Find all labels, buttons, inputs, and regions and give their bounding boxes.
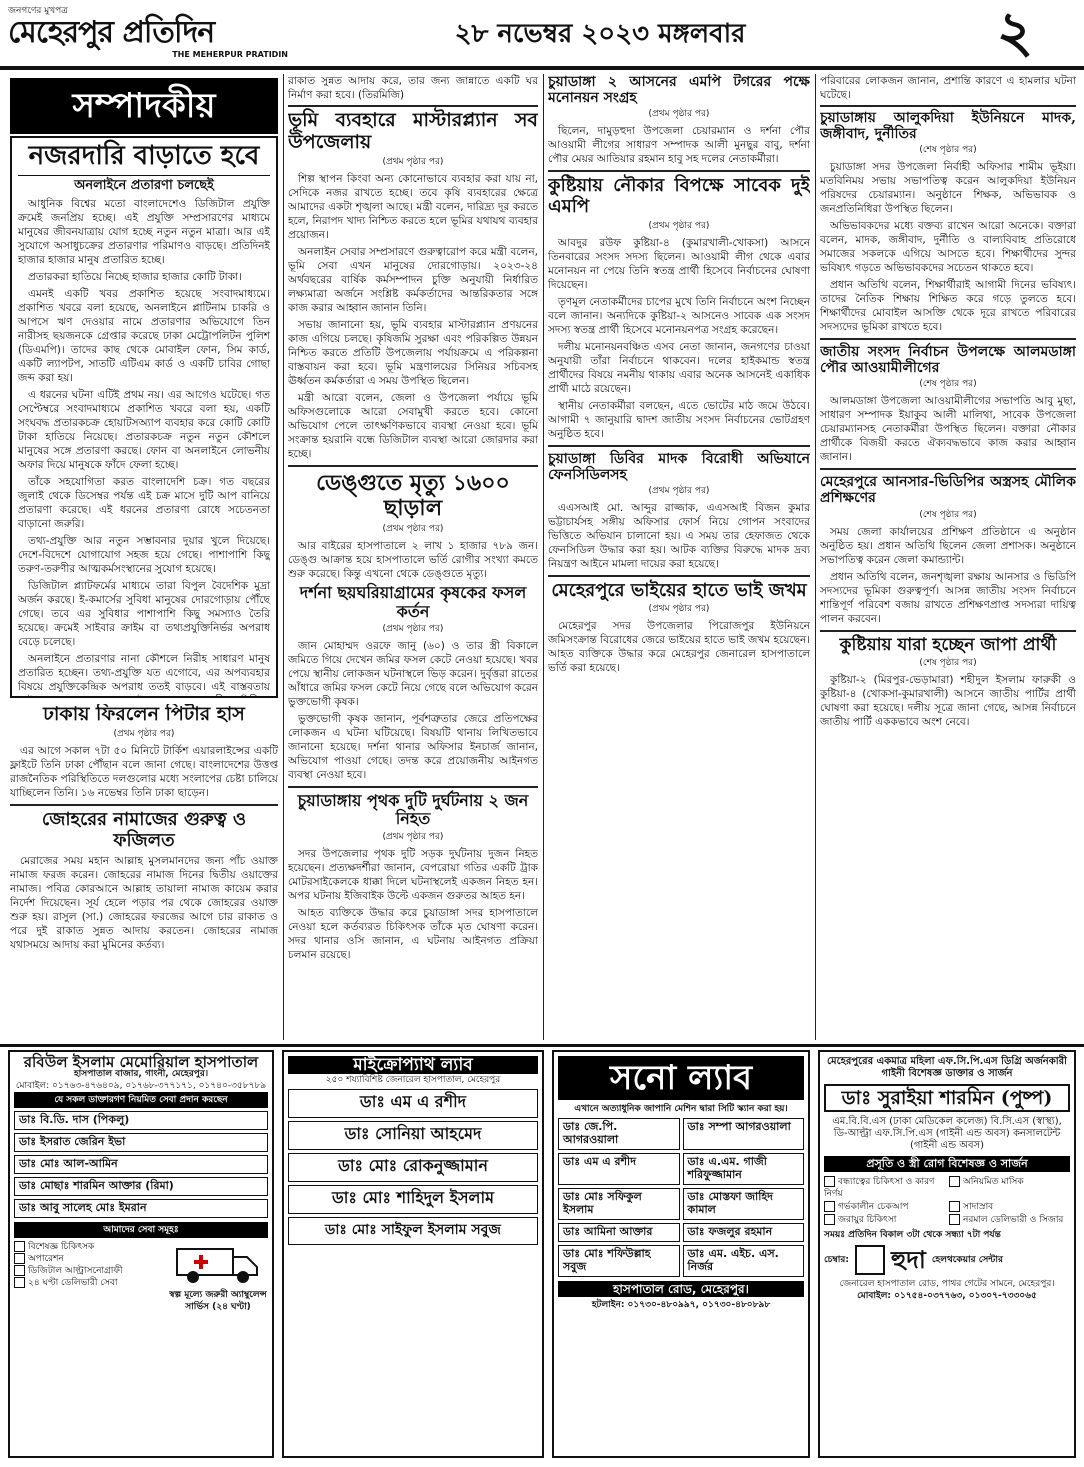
checkbox-icon [949, 1201, 960, 1212]
ad-rabiul-hospital [8, 1050, 274, 1458]
article-body: সভায় জানানো হয়, ভূমি ব্যবহার মাস্টারপ্ল্যান প্রণয়নের কাজ এগিয়ে চলছে। কৃষিজমি সুরক্ষা এবং পরিকল্পিত উন্নয়ন নিশ্চিত করতে প্রতিটি উপজেলায় পর্যায়ক্রমে এ পরিকল্পনা বাস্তবায়ন করা হবে। ভূমি মন্ত্রণালয়ের সিনিয়র সচিবসহ ঊর্ধ্বতন কর্মকর্তারা এ সময় উপস্থিত ছিলেন। [288, 318, 538, 387]
newspaper-name-en: THE MEHERPUR PRATIDIN [172, 50, 288, 59]
article-divider [10, 804, 278, 806]
ad-section-bar: আমাদের সেবা সমূহঃ [14, 1222, 268, 1238]
doctor-name: ডাঃ মোছাঃ শারমিন আক্তার (রিমা) [19, 1179, 174, 1192]
editorial-box [10, 136, 278, 698]
doctor-name: ডাঃ এ.এম. গাজী শরিফুজ্জামান [687, 1155, 767, 1181]
article-body: দলীয় মনোনয়নবঞ্চিত এসব নেতা জানান, জনগণের চাওয়া অনুযায়ী তাঁরা নির্বাচনে থাকবেন। দলের হাইকমান্ড স্বতন্ত্র প্রার্থীদের বিষয়ে নমনীয় থাকায় এবার অনেক আসনেই একাধিক প্রার্থী মাঠে রয়েছেন। [548, 340, 810, 395]
article-body: মন্ত্রী আরো বলেন, জেলা ও উপজেলা পর্যায়ে ভূমি অফিসগুলোকে আরো সেবামুখী করতে হবে। কোনো অভিযোগ পেলে তাৎক্ষণিকভাবে ব্যবস্থা নেওয়া হবে। ভূমি সংক্রান্ত হয়রানি বন্ধে ডিজিটাল ব্যবস্থা আরো জোরদার করা হচ্ছে। [288, 391, 538, 460]
service-item: বিশেষজ্ঞ চিকিৎসক [14, 1241, 168, 1253]
article-headline: জাতীয় সংসদ নির্বাচন উপলক্ষে আলমডাঙ্গা পৌর আওয়ামীলীগের [820, 344, 1076, 377]
doctor-specialty: প্রসূতি ও স্ত্রী রোগ বিশেষজ্ঞ ও সার্জন [824, 1156, 1070, 1172]
issue-date: ২৮ নভেম্বর ২০২৩ মঙ্গলবার [454, 19, 746, 49]
ad-title: সনো ল্যাব [558, 1056, 804, 1100]
continuation-text: পরিবারের লোকজন জানান, প্রশান্তি কারণে এ হামলার ঘটনা ঘটেছে। [820, 75, 1076, 101]
continuation-note: (শেষ পৃষ্ঠার পর) [919, 145, 977, 156]
doctor-name: ডাঃ মোঃ সফিকুল ইসলাম [563, 1190, 642, 1216]
article-body: আলমডাঙ্গা উপজেলা আওয়ামীলীগের সভাপতি আবু মুছা, সাধারণ সম্পাদক ইয়াকুব আলী মালিথা, সাবেক উপজেলা চেয়ারম্যানসহ নেতাকর্মীরা উপস্থিত ছিলেন। বক্তারা নৌকার প্রার্থীকে বিজয়ী করতে ঐক্যবদ্ধভাবে কাজ করার আহ্বান জানান। [820, 395, 1076, 464]
doctor-name: ডাঃ ফজলুর রহমান [687, 1225, 773, 1238]
column-divider [815, 74, 816, 1040]
service-item: নরমাল ডেলিভারী ও সিজার [949, 1214, 1070, 1226]
article-divider [820, 468, 1076, 470]
editorial-paragraph: আধুনিক বিশ্বের মতো বাংলাদেশেও ডিজিটাল প্রযুক্তি ক্রমেই জনপ্রিয় হচ্ছে। এই প্রযুক্তি সম্প্রসারণের মাধ্যমে মানুষের জীবনযাত্রায় যোগ হচ্ছে নতুন নতুন মাত্রা। আর এই সুযোগে অসাধুচক্রের প্রতারণার পরিমাণও বাড়ছে। প্রতিদিনই হাজার হাজার মানুষ প্রতারিত হচ্ছে। [18, 197, 270, 266]
doctor-degrees: এম.বি.বি.এস (ঢাকা মেডিকেল কলেজ) বি.সি.এস (স্বাস্থ্য), ডি-আল্ট্রা এফ.সি.পি.এস (গাইনী এন্ড অবস) কনসালটেন্ট (গাইনী এন্ড অবস) [832, 1116, 1062, 1151]
page-number: ২ [996, 2, 1034, 62]
editorial-paragraph: এমনই একটি খবর প্রকাশিত হয়েছে সংবাদমাধ্যমে। প্রকাশিত খবরে বলা হয়েছে, অনলাইনে প্লাটিনাম চাকরি ও আপসে ঋণ দেওয়ার নামে প্রতারণার অভিযোগে তিন নারীসহ ছয়জনকে গ্রেপ্তার করেছে ঢাকা মেট্রোপলিটন পুলিশ (ডিএমপি)। তাদের কাছ থেকে মোবাইল ফোন, সিম কার্ড, একটি ল্যাপটপ, সাতটি এটিএম কার্ড ও একটি চাবির গোছা জব্দ করা হয়। [18, 287, 270, 384]
ad-section-bar: যে সকল ডাক্তারগণ নিয়মিত সেবা প্রদান করছেন [14, 1092, 268, 1108]
article-body: চুয়াডাঙ্গা সদর উপজেলা নির্বাহী অফিসার শামীম ভূইয়া। মতবিনিময় সভায় সভাপতিত্ব করেন আলুকদিয়া ইউনিয়ন পরিষদের চেয়ারম্যান। অনুষ্ঠানে শিক্ষক, অভিভাবক ও জনপ্রতিনিধিরা উপস্থিত ছিলেন। [820, 161, 1076, 216]
continuation-note: (শেষ পৃষ্ঠার পর) [919, 509, 977, 520]
editorial-paragraph: ডিজিটাল প্ল্যাটফর্মের মাধ্যমে তারা বিপুল বৈদেশিক মুদ্রা অর্জন করছে। ই-কমার্সের সুবিধা মানুষের দোরগোড়ায় পৌঁছে গেছে। তবে এর সুবিধার পাশাপাশি কিছু সমস্যাও তৈরি হয়েছে। ক্রমেই সাইবার ক্রাইম বা তথ্যপ্রযুক্তিনির্ভর অপরাধ বেড়ে চলেছে। [18, 579, 270, 648]
service-item: অনিয়মিত মাসিক [949, 1176, 1070, 1200]
ad-huda-healthcare [818, 1050, 1076, 1458]
service-item: অপারেশন [14, 1253, 168, 1265]
article-divider [548, 575, 810, 577]
article-body: তৃণমূল নেতাকর্মীদের চাপের মুখে তিনি নির্বাচনে অংশ নিচ্ছেন বলে জানান। অন্যদিকে কুষ্টিয়া-২ আসনেও সাবেক এক সংসদ সদস্য স্বতন্ত্র প্রার্থী হিসেবে মনোনয়নপত্র সংগ্রহ করেছেন। [548, 295, 810, 336]
center-subtitle: হেলথকেয়ার সেন্টার [931, 1255, 1003, 1265]
huda-logo-icon [855, 1245, 885, 1275]
service-item: ২৪ ঘণ্টা ডেলিভারী সেবা [14, 1277, 168, 1289]
checkbox-icon [14, 1253, 25, 1264]
article-body: অভিভাবকদের মধ্যে বক্তব্য রাখেন আরো অনেকে। বক্তারা বলেন, মাদক, জঙ্গীবাদ, দুর্নীতি ও বাল্যবিবাহ প্রতিরোধে সমাজের সকলকে এগিয়ে আসতে হবে। শিক্ষার্থীদের সুন্দর ভবিষ্যৎ গড়তে অভিভাবকদের সচেতন থাকতে হবে। [820, 220, 1076, 275]
chamber-time: সময়ঃ প্রতিদিন বিকাল ৩টা থেকে সন্ধ্যা ৭টা পর্যন্ত [824, 1230, 1001, 1240]
checkbox-icon [949, 1176, 960, 1187]
continuation-note: (প্রথম পৃষ্ঠার পর) [113, 728, 175, 739]
newspaper-name: মেহেরপুর প্রতিদিন [8, 15, 215, 50]
checkbox-icon [14, 1241, 25, 1252]
continuation-note: (শেষ পৃষ্ঠার পর) [919, 658, 977, 669]
article-headline: চুয়াডাঙ্গায় পৃথক দুটি দুর্ঘটনায় ২ জন নিহত [297, 791, 529, 829]
article-body: সময় জেলা কার্যালয়ের প্রশিক্ষণ প্রতিষ্ঠানে এ অনুষ্ঠান অনুষ্ঠিত হয়। প্রধান অতিথি ছিলেন জেলা প্রশাসক। অনুষ্ঠানে সভাপতিত্ব করেন জেলা কমান্ড্যান্ট। [820, 525, 1076, 566]
continuation-note: (প্রথম পৃষ্ঠার পর) [648, 220, 710, 231]
continuation-note: (প্রথম পৃষ্ঠার পর) [648, 604, 710, 615]
article-headline: মেহেরপুরে আনসার-ভিডিপির অস্ত্রসহ মৌলিক প্রশিক্ষণের [820, 474, 1076, 507]
column-4 [820, 74, 1076, 1040]
article-body: কুষ্টিয়া-২ (মিরপুর-ভেড়ামারা) শহীদুল ইসলাম ফারুকী ও কুষ্টিয়া-৪ (খোকসা-কুমারখালী) আসনে জাতীয় পার্টির প্রার্থী ঘোষণা করা হয়েছে। দলীয় সূত্রে জানা গেছে, আসন্ন নির্বাচনে জাতীয় পার্টি এককভাবে অংশ নেবে। [820, 674, 1076, 729]
article-headline: মেহেরপুরে ভাইয়ের হাতে ভাই জখম [551, 579, 807, 601]
service-item: বন্ধ্যাত্বের চিকিৎসা ও কারণ নির্ণয় [824, 1177, 935, 1199]
doctor-name: ডাঃ সুরাইয়া শারমিন (পুষ্প) [824, 1084, 1070, 1112]
article-body: এর আগে সকাল ৭টা ৫০ মিনিটে টার্কিশ এয়ারলাইন্সের একটি ফ্লাইটে তিনি ঢাকা পৌঁছান বলে জানা গেছে। বাংলাদেশের উত্তপ্ত রাজনৈতিক পরিস্থিতিতে দলগুলোর মধ্যে সংলাপের চেষ্টা চালিয়ে যাচ্ছিলেন তিনি। ১৬ নভেম্বর তিনি ঢাকা ছাড়েন। [10, 744, 278, 799]
article-body: স্থানীয় নেতাকর্মীরা বলছেন, এতে ভোটের মাঠ জমে উঠবে। আগামী ৭ জানুয়ারি দ্বাদশ জাতীয় সংসদ নির্বাচনের ভোটগ্রহণ অনুষ্ঠিত হবে। [548, 399, 810, 440]
checkbox-icon [14, 1277, 25, 1288]
article-headline: কুষ্টিয়ায় নৌকার বিপক্ষে সাবেক দুই এমপি [548, 175, 810, 217]
article-body: প্রধান অতিথি বলেন, জনশৃঙ্খলা রক্ষায় আনসার ও ভিডিপি সদস্যদের ভূমিকা গুরুত্বপূর্ণ। আসন্ন জাতীয় সংসদ নির্বাচনে শান্তিপূর্ণ পরিবেশ বজায় রাখতে প্রশিক্ষণপ্রাপ্ত সদস্যরা দায়িত্ব পালন করবেন। [820, 570, 1076, 625]
continuation-note: (প্রথম পৃষ্ঠার পর) [382, 831, 444, 842]
continuation-note: (প্রথম পৃষ্ঠার পর) [648, 109, 710, 120]
article-headline: চুয়াডাঙ্গা ডিবির মাদক বিরোধী অভিযানে ফেনসিডিলসহ [548, 450, 810, 483]
editorial-banner: সম্পাদকীয় [10, 78, 278, 134]
article-divider [288, 465, 538, 467]
ads-rule [0, 1044, 1084, 1047]
checkbox-icon [824, 1176, 835, 1187]
article-body: আহত ব্যক্তিকে উদ্ধার করে চুয়াডাঙ্গা সদর হাসপাতালে নেওয়া হলে কর্তব্যরত চিকিৎসক তাঁকে মৃত ঘোষণা করেন। সদর থানার ওসি জানান, এ ঘটনায় আইনগত প্রক্রিয়া চলমান রয়েছে। [288, 906, 538, 961]
editorial-paragraph: তাঁকে সহযোগিতা করত বাংলাদেশি চক্র। গত বছরের জুলাই থেকে ডিসেম্বর পর্যন্ত এই চক্র মাসে দুটি আপ বানিয়ে প্রতারণা করেছে। এই ধরনের প্রতারণা রোধে সচেতনতা বাড়ানো জরুরি। [18, 475, 270, 530]
column-divider [543, 74, 544, 1040]
checkbox-icon [824, 1201, 835, 1212]
doctor-name: ডাঃ সোনিয়া আহমেদ [344, 1124, 482, 1143]
article-body: মেহেরপুর সদর উপজেলার পিরোজপুর ইউনিয়নে জমিসংক্রান্ত বিরোধের জেরে ভাইয়ের হাতে ভাই জখম হয়েছেন। আহত ব্যক্তিকে উদ্ধার করে মেহেরপুর জেনারেল হাসপাতালে ভর্তি করা হয়েছে। [548, 620, 810, 675]
service-item: ডিজিটাল আল্ট্রাসনোগ্রাফী [14, 1265, 168, 1277]
ad-mobile: মোবাইল: ০১৭৫৪-০৩৭৭৬৩, ০১৩০৭-৭৩৩০৬৫ [857, 1291, 1037, 1301]
article-body: মেরাজের সময় মহান আল্লাহ মুসলমানদের জন্য পাঁচ ওয়াক্ত নামাজ ফরজ করেন। জোহরের নামাজ দিনের দ্বিতীয় ওয়াক্তের নামাজ। পবিত্র কোরআনে আল্লাহ তায়ালা নামাজ কায়েম করার নির্দেশ দিয়েছেন। সূর্য হেলে পড়ার পর থেকে জোহরের ওয়াক্ত শুরু হয়। রাসুল (সা.) জোহরের ফরজের আগে চার রাকাত ও পরে দুই রাকাত সুন্নত আদায় করতেন। জোহরের নামাজ যথাসময়ে আদায় করা মুমিনের কর্তব্য। [10, 855, 278, 952]
doctor-name: ডাঃ আবু সালেহ মোঃ ইমরান [19, 1201, 147, 1214]
article-divider [820, 105, 1076, 107]
article-headline: ঢাকায় ফিরলেন পিটার হাস [43, 704, 245, 725]
article-body: ছিলেন, দামুড়হুদা উপজেলা চেয়ারম্যান ও দর্শনা পৌর আওয়ামী লীগের সাধারণ সম্পাদক আলী মুনছুর বাবু, দর্শনা পৌর মেয়র আতিয়ার রহমান হাবু সহ দলের নেতাকর্মীরা। [548, 125, 810, 166]
article-divider [820, 630, 1076, 632]
doctor-name: ডাঃ মোঃ আল-আমিন [19, 1157, 118, 1170]
doctor-name: ডাঃ মোঃ সাইফুল ইসলাম সবুজ [325, 1222, 501, 1238]
article-headline: চুয়াডাঙ্গায় আলুকদিয়া ইউনিয়নে মাদক, জঙ্গীবাদ, দুর্নীতির [820, 110, 1076, 143]
doctor-name: ডাঃ এম. এইচ. এস. নির্জর [687, 1247, 779, 1273]
doctor-name: ডাঃ মোঃ শফিউল্লাহ সবুজ [563, 1247, 651, 1273]
article-divider [288, 105, 538, 107]
article-headline: ডেঙ্গুতে মৃত্যু ১৬০০ ছাড়াল [316, 469, 510, 521]
masthead-rule [0, 66, 1084, 70]
article-body: প্রধান অতিথি বলেন, শিক্ষার্থীরাই আগামী দিনের ভবিষ্যৎ। তাদের নৈতিক শিক্ষায় শিক্ষিত করে গড়ে তুলতে হবে। শিক্ষার্থীদের মোবাইল আসক্তি থেকে দূরে রাখতে পরিবারের সদস্যদের ভূমিকা রাখতে হবে। [820, 279, 1076, 334]
checkbox-icon [14, 1265, 25, 1276]
continuation-note: (প্রথম পৃষ্ঠার পর) [382, 524, 444, 535]
doctor-name: ডাঃ সম্পা আগরওয়ালা [687, 1120, 791, 1133]
continuation-note: (প্রথম পৃষ্ঠার পর) [382, 624, 444, 635]
doctor-name: ডাঃ মোঃ শাহিদুল ইসলাম [332, 1188, 494, 1207]
editorial-paragraph: তথ্য-প্রযুক্তি আর নতুন সম্ভাবনার দুয়ার খুলে দিয়েছে। দেশে-বিদেশে যোগাযোগ সহজ হয়ে গেছে। পাশাপাশি কিছু তরুণ-তরুণীর আত্মকর্মসংস্থানের সুযোগ হয়েছে। [18, 534, 270, 575]
ambulance-service: স্বল্প মূল্যে জরুরী অ্যাম্বুলেন্স সার্ভিস (২৪ ঘণ্টা) [169, 1290, 267, 1312]
masthead-logo [8, 6, 308, 64]
doctor-name: ডাঃ এম এ রশীদ [359, 1092, 467, 1111]
article-headline: ভূমি ব্যবহারে মাস্টারপ্ল্যান সব উপজেলায় [288, 109, 538, 153]
chamber-label: চেম্বার: [824, 1255, 849, 1265]
doctor-name: ডাঃ মোঃ রোকনুজ্জামান [338, 1156, 488, 1175]
article-body: আর বাইরের হাসপাতালে ২ লাখ ১ হাজার ৭৮৯ জন। ডেঙ্গু আক্রান্ত হয়ে হাসপাতালে ভর্তি রোগীর সংখ্যা কমতে শুরু করেছে। কিন্তু এখনো থেকে ডেঙ্গুতে মৃত্যু। [288, 540, 538, 581]
column-3 [548, 74, 810, 1040]
continuation-note: (শেষ পৃষ্ঠার পর) [919, 379, 977, 390]
editorial-paragraph: অনলাইনে প্রতারণার নানা কৌশলে নিরীহ সাধারণ মানুষ প্রতারিত হচ্ছেন। তথ্য-প্রযুক্তি যত এগোবে, এর অপব্যবহার বিষয়ে প্রযুক্তিকেন্দ্রিক অপরাধ ততই বাড়বে। এই বাস্তবতায় [18, 652, 270, 693]
ad-address: হাসপাতাল রোড, মেহেরপুর। [558, 1281, 804, 1297]
masthead-tagline: জনগণের মুখপত্র [8, 6, 68, 16]
ad-tagline: এখানে অত্যাধুনিক জাপানি মেশিন দ্বারা সিটি স্ক্যান করা হয়। [574, 1104, 788, 1114]
doctor-name: ডাঃ এম এ রশীদ [563, 1155, 636, 1168]
doctor-name: ডাঃ আমিনা আক্তার [563, 1225, 653, 1238]
continuation-note: (প্রথম পৃষ্ঠার পর) [648, 485, 710, 496]
checkbox-icon [824, 1214, 835, 1225]
article-body: শিল্প স্থাপন কিংবা অন্য কোনোভাবে ব্যবহার করা যায় না, সেদিকে নজর রাখতে হচ্ছে। তবে কৃষি ব্যবহারের ক্ষেত্রে আমাদের একটা শৃঙ্খলা আছে। মন্ত্রী বলেন, দারিদ্র্য দূর করতে হলে, নিরাপদ খাদ্য নিশ্চিত করতে হলে ভূমির যথাযথ ব্যবহার প্রয়োজন। [288, 172, 538, 241]
doctor-name: ডাঃ জে.পি. আগরওয়ালা [563, 1120, 619, 1146]
editorial-paragraph: প্রতারকরা হাতিয়ে নিচ্ছে হাজার হাজার কোটি টাকা। [28, 270, 242, 283]
center-name: হুদা [890, 1245, 926, 1274]
service-item: গর্ভকালীন চেকআপ [824, 1201, 945, 1213]
column-1-lower [10, 704, 278, 1034]
article-headline: জোহরের নামাজের গুরুত্ব ও ফজিলত [41, 808, 247, 851]
article-divider [548, 170, 810, 172]
editorial-title: নজরদারি বাড়াতে হবে [18, 142, 270, 176]
service-item: সাদাস্রাব [949, 1201, 1070, 1213]
article-body: অনলাইন সেবার সম্প্রসারণে গুরুত্বারোপ করে মন্ত্রী বলেন, ভূমি সেবা এখন মানুষের দোরগোড়ায়। ২০২৩-২৪ অর্থবছরের বার্ষিক কর্মসম্পাদন চুক্তি অনুযায়ী নির্ধারিত লক্ষ্যমাত্রা অর্জনে সংশ্লিষ্ট কর্মকর্তাদের আন্তরিকতার সঙ্গে কাজ করার আহ্বান জানান তিনি। [288, 245, 538, 314]
service-item: জরায়ুর চিকিৎসা [824, 1214, 945, 1226]
article-body: ভুক্তভোগী কৃষক জানান, পূর্বশত্রুতার জেরে প্রতিপক্ষের লোকজন এ ঘটনা ঘটিয়েছে। বিষয়টি থানায় লিখিতভাবে জানানো হয়েছে। দর্শনা থানার অফিসার ইনচার্জ জানান, অভিযোগ পাওয়া গেছে। তদন্ত করে প্রয়োজনীয় আইনগত ব্যবস্থা নেওয়া হবে। [288, 713, 538, 782]
ad-address: জেনারেল হাসপাতাল রোড, পাথর গেটের সামনে, মেহেরপুর। [839, 1279, 1055, 1289]
ad-title: মাইক্রোপ্যাথ ল্যাব [288, 1056, 538, 1074]
article-headline: দর্শনা ছয়ঘরিয়াগ্রামের কৃষকের ফসল কর্তন [299, 583, 527, 621]
column-2 [288, 74, 538, 1040]
article-body: এএসআই মো. আব্দুর রাজ্জাক, এএসআই বিজন কুমার ভট্টাচার্যসহ সঙ্গীয় অফিসার ফোর্স নিয়ে গোপন সংবাদের ভিত্তিতে অভিযান চালানো হয়। এ সময় তার হেফাজত থেকে ফেনসিডিল উদ্ধার করা হয়। আটক ব্যক্তির বিরুদ্ধে মাদক দ্রব্য নিয়ন্ত্রণ আইনে মামলা দায়ের করা হয়েছে। [548, 501, 810, 570]
article-body: আবদুর রউফ কুষ্টিয়া-৪ (কুমারখালী-খোকসা) আসনে তিনবারের সংসদ সদস্য ছিলেন। আওয়ামী লীগ থেকে এবার মনোনয়ন না পেয়ে তিনি স্বতন্ত্র প্রার্থী হিসেবে নির্বাচনের ঘোষণা দিয়েছেন। [548, 236, 810, 291]
doctor-name: ডাঃ মোস্তফা জাহিদ কামাল [687, 1190, 773, 1216]
article-headline: চুয়াডাঙ্গা ২ আসনের এমপি টগরের পক্ষে মনোনয়ন সংগ্রহ [548, 74, 810, 107]
checkbox-icon [949, 1214, 960, 1225]
article-divider [288, 786, 538, 788]
ad-mobile: মোবাইল: ০১৭৬৩-৪৭৬৪০৯, ০১৭৬৮-৩৭৭১৭১, ০১৭৪০-৩৫৮৭৮৯ [15, 1081, 267, 1091]
continuation-note: (প্রথম পৃষ্ঠার পর) [382, 156, 444, 167]
article-divider [548, 445, 810, 447]
ad-header: মেহেরপুরের একমাত্র মহিলা এফ.সি.পি.এস ডিগ্রি অর্জনকারী গাইনী বিশেষজ্ঞ ডাক্তার ও সার্জন [826, 1056, 1068, 1079]
editorial-paragraph: এ ধরনের ঘটনা এটিই প্রথম নয়। এর আগেও ঘটেছে। গত সেপ্টেম্বরে সংবাদমাধ্যমে প্রকাশিত খবরে বলা হয়, একটি সংঘবদ্ধ প্রতারকচক্র হোয়াটসঅ্যাপ ব্যবহার করে কোটি কোটি টাকা হাতিয়ে নিয়েছে। প্রতারকচক্র নতুন নতুন কৌশলে মানুষের সঙ্গে প্রতারণা করছে। ফোন বা অনলাইনে লোভনীয় অফার দিয়ে মানুষকে ফাঁদে ফেলা হচ্ছে। [18, 388, 270, 471]
ambulance-icon [175, 1241, 261, 1285]
ad-hotline: হটলাইন: ০১৭৩০-৪৮০৯৯৭, ০১৭৩০-৪৮০৮৯৮ [591, 1300, 771, 1310]
ad-address: ২৫০ শয্যাবিশিষ্ট জেনারেল হাসপাতাল, মেহেরপুর [325, 1075, 501, 1085]
article-body: সদর উপজেলার পৃথক দুটি সড়ক দুর্ঘটনায় দুজন নিহত হয়েছেন। প্রত্যক্ষদর্শীরা জানান, বেপরোয়া গতির একটি ট্রাক মোটরসাইকেলকে ধাক্কা দিলে ঘটনাস্থলেই একজন নিহত হন। অপর ঘটনায় ইজিবাইক উল্টে একজন গুরুতর আহত হন। [288, 847, 538, 902]
doctor-name: ডাঃ ইসরাত জেরিন ইভা [19, 1135, 126, 1148]
ad-address: হাসপাতাল বাজার, গাংনী, মেহেরপুর। [73, 1069, 209, 1079]
article-headline: কুষ্টিয়ায় যারা হচ্ছেন জাপা প্রার্থী [839, 634, 1057, 655]
editorial-subtitle: অনলাইনে প্রতারণা চলছেই [74, 177, 214, 193]
continuation-text: রাকাত সুন্নত আদায় করে, তার জন্য জান্নাতে একটি ঘর নির্মাণ করা হবে। (তিরমিজি) [288, 75, 538, 101]
column-divider [283, 74, 284, 1040]
article-body: জান মোহাম্মদ ওরফে জানু (৬০) ও তার স্ত্রী বিকালে জমিতে গিয়ে দেখেন জমির ফসল কেটে নেওয়া হয়েছে। খবর পেয়ে স্থানীয় লোকজন ঘটনাস্থলে ভিড় করেন। দুর্বৃত্তরা রাতের আঁধারে জমির ফসল কেটে নিয়ে গেছে বলে অভিযোগ করেন ভুক্তভোগী কৃষক। [288, 640, 538, 709]
ad-title: রবিউল ইসলাম মেমোরিয়াল হাসপাতাল [23, 1053, 259, 1071]
doctor-name: ডাঃ বি.ডি. দাস (পিকলু) [19, 1113, 130, 1126]
ad-micropath-lab [282, 1050, 544, 1458]
ad-sono-lab [552, 1050, 810, 1458]
article-divider [820, 338, 1076, 340]
